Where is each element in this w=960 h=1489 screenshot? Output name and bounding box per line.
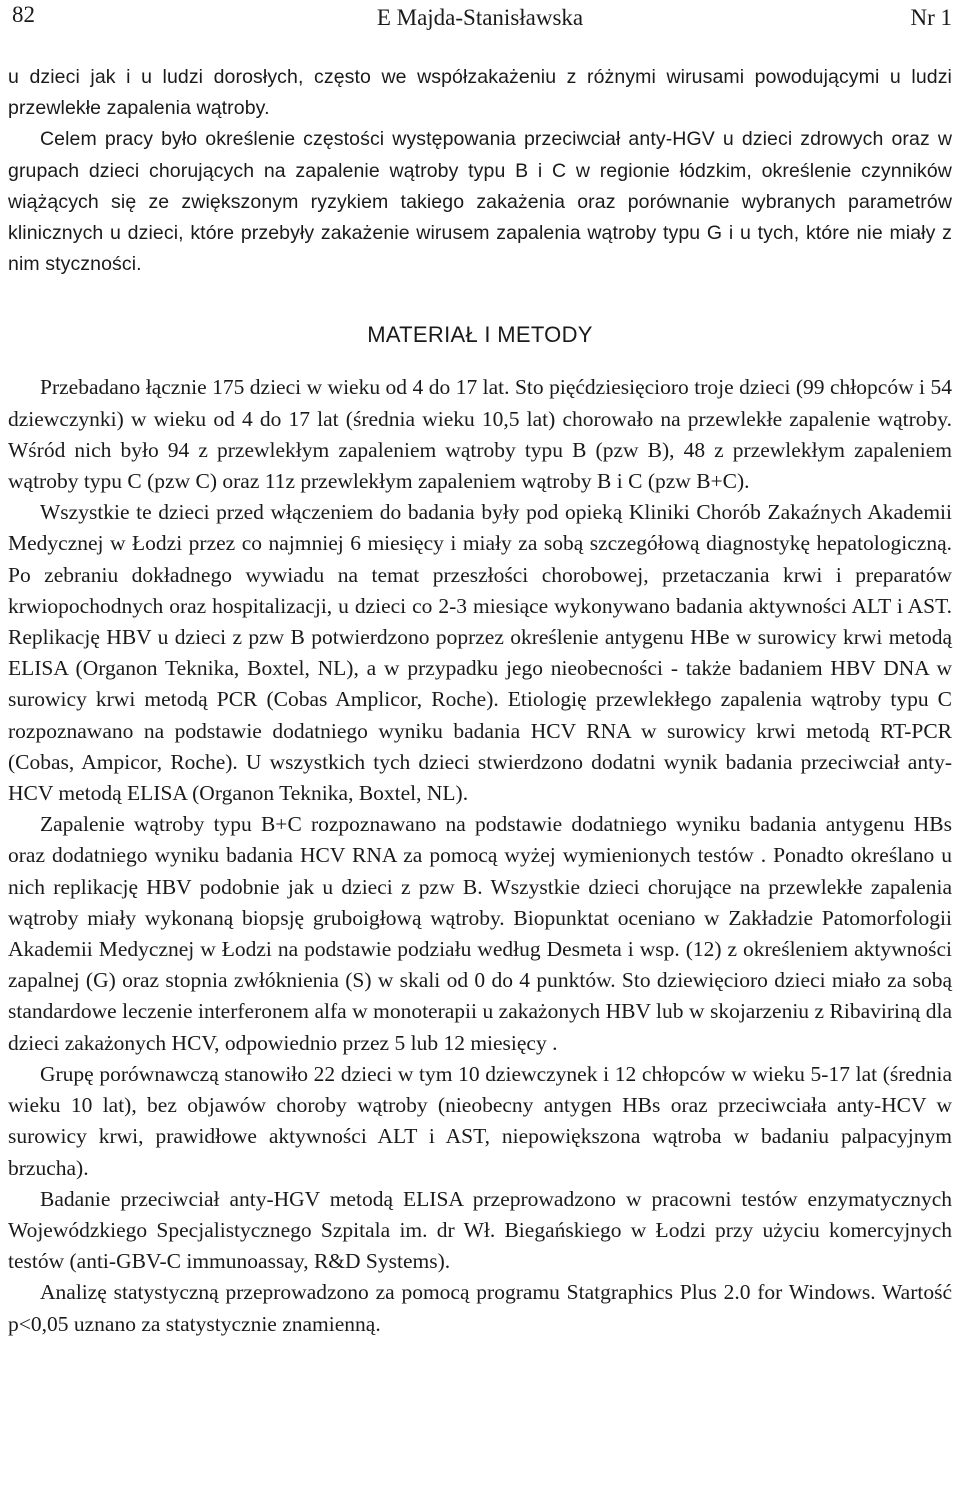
- page-number: 82: [12, 2, 35, 27]
- document-page: [8, 0, 952, 1340]
- running-author: E Majda-Stanisławska: [376, 5, 584, 30]
- section-heading: MATERIAŁ I METODY: [367, 322, 593, 348]
- paragraph-study-group: Przebadano łącznie 175 dzieci w wieku od 4 do 17 lat. Sto pięćdziesięcioro troje dzieci (99 chłopców i 54 dziewczynki) w wieku od 4 do 17 lat (średnia wieku 10,5 lat) chorowało na przewlekłe zapalenie wątroby. Wśród nich było 94 z przewlekłym zapaleniem wątroby typu B (pzw B), 48 z przewlekłym zapaleniem wątroby typu C (pzw C) oraz 11z przewlekłym zapaleniem wątroby B i C (pzw B+C).: [8, 375, 952, 494]
- paragraph-control-group: Grupę porównawczą stanowiło 22 dzieci w tym 10 dziewczynek i 12 chłopców w wieku 5-17 lat (średnia wieku 10 lat), bez objawów choroby wątroby (nieobecny antygen HBs oraz przeciwciała anty-HCV w surowicy krwi, prawidłowe aktywności ALT i AST, niepowiększona wątroba w badaniu palpacyjnym brzucha).: [8, 1061, 952, 1180]
- paragraph-continuation: u dzieci jak i u ludzi dorosłych, często we współzakażeniu z różnymi wirusami powodującymi u ludzi przewlekłe zapalenia wątroby.: [8, 66, 952, 120]
- paragraph-diagnostics: Wszystkie te dzieci przed włączeniem do badania były pod opieką Kliniki Chorób Zakaźnych Akademii Medycznej w Łodzi przez co najmniej 6 miesięcy i miały za sobą szczegółową diagnostykę hepatologiczną. Po zebraniu dokładnego wywiadu na temat przeszłości chorobowej, przetaczania krwi i preparatów krwiopochodnych oraz hospitalizacji, u dzieci co 2-3 miesiące wykonywano badania aktywności ALT i AST. Replikację HBV u dzieci z pzw B potwierdzono poprzez określenie antygenu HBe w surowicy krwi metodą ELISA (Organon Teknika, Boxtel, NL), a w przypadku jego nieobecności - także badaniem HBV DNA w surowicy krwi metodą PCR (Cobas Amplicor, Roche). Etiologię przewlekłego zapalenia wątroby typu C rozpoznawano na podstawie dodatniego wyniku badania HCV RNA w surowicy krwi metodą RT-PCR (Cobas, Ampicor, Roche). U wszystkich tych dzieci stwierdzono dodatni wynik badania przeciwciał anty-HCV metodą ELISA (Organon Teknika, Boxtel, NL).: [8, 500, 952, 806]
- paragraph-biopsy: Zapalenie wątroby typu B+C rozpoznawano na podstawie dodatniego wyniku badania antygenu HBs oraz dodatniego wyniku badania HCV RNA za pomocą wyżej wymienionych testów . Ponadto określano u nich replikację HBV podobnie jak u dzieci z pzw B. Wszystkie dzieci chorujące na przewlekłe zapalenia wątroby miały wykonaną biopsję gruboigłową wątroby. Biopunktat oceniano w Zakładzie Patomorfologii Akademii Medycznej w Łodzi na podstawie podziału według Desmeta i wsp. (12) z określeniem aktywności zapalnej (G) oraz stopnia zwłóknienia (S) w skali od 0 do 4 punktów. Sto dziewięcioro dzieci miało za sobą standardowe leczenie interferonem alfa w monoterapii u zakażonych HBV lub w skojarzeniu z Ribaviriną dla dzieci zakażonych HCV, odpowiednio przez 5 lub 12 miesięcy .: [8, 812, 952, 1055]
- running-header: [8, 2, 952, 32]
- issue-number: Nr 1: [910, 5, 952, 30]
- paragraph-elisa: Badanie przeciwciał anty-HGV metodą ELISA przeprowadzono w pracowni testów enzymatycznych Wojewódzkiego Specjalistycznego Szpitala im. dr Wł. Biegańskiego w Łodzi przy użyciu komercyjnych testów (anti-GBV-C immunoassay, R&D Systems).: [8, 1186, 952, 1274]
- paragraph-aim: Celem pracy było określenie częstości występowania przeciwciał anty-HGV u dzieci zdrowych oraz w grupach dzieci chorujących na zapalenie wątroby typu B i C w regionie łódzkim, określenie czynników wiążących się ze zwiększonym ryzykiem takiego zakażenia oraz porównanie wybranych parametrów klinicznych u dzieci, które przebyły zakażenie wirusem zapalenia wątroby typu G i u tych, które nie miały z nim styczności.: [8, 128, 952, 276]
- paragraph-statistics: Analizę statystyczną przeprowadzono za pomocą programu Statgraphics Plus 2.0 for Windows. Wartość p<0,05 uznano za statystycznie znamienną.: [8, 1280, 952, 1336]
